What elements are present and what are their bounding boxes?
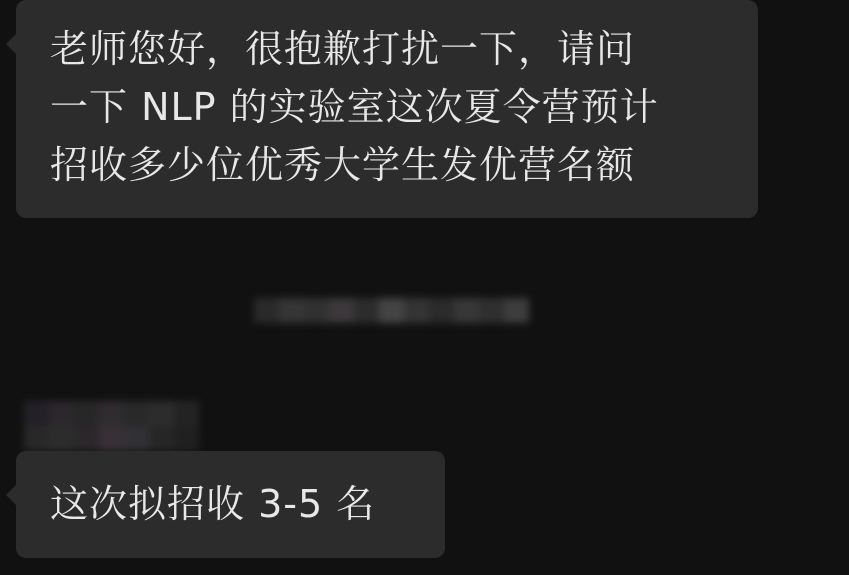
message-bubble-reply[interactable]: [16, 451, 445, 558]
message-line: 老师您好，很抱歉打扰一下，请问: [50, 27, 636, 71]
message-bubble-question[interactable]: [16, 0, 758, 218]
blurred-sender-name: [24, 401, 199, 451]
blurred-timestamp: [254, 298, 529, 323]
message-line: 招收多少位优秀大学生发优营名额: [50, 143, 636, 187]
message-line: 一下 NLP 的实验室这次夏令营预计: [50, 85, 659, 129]
message-line: 这次拟招收 3-5 名: [50, 482, 376, 526]
